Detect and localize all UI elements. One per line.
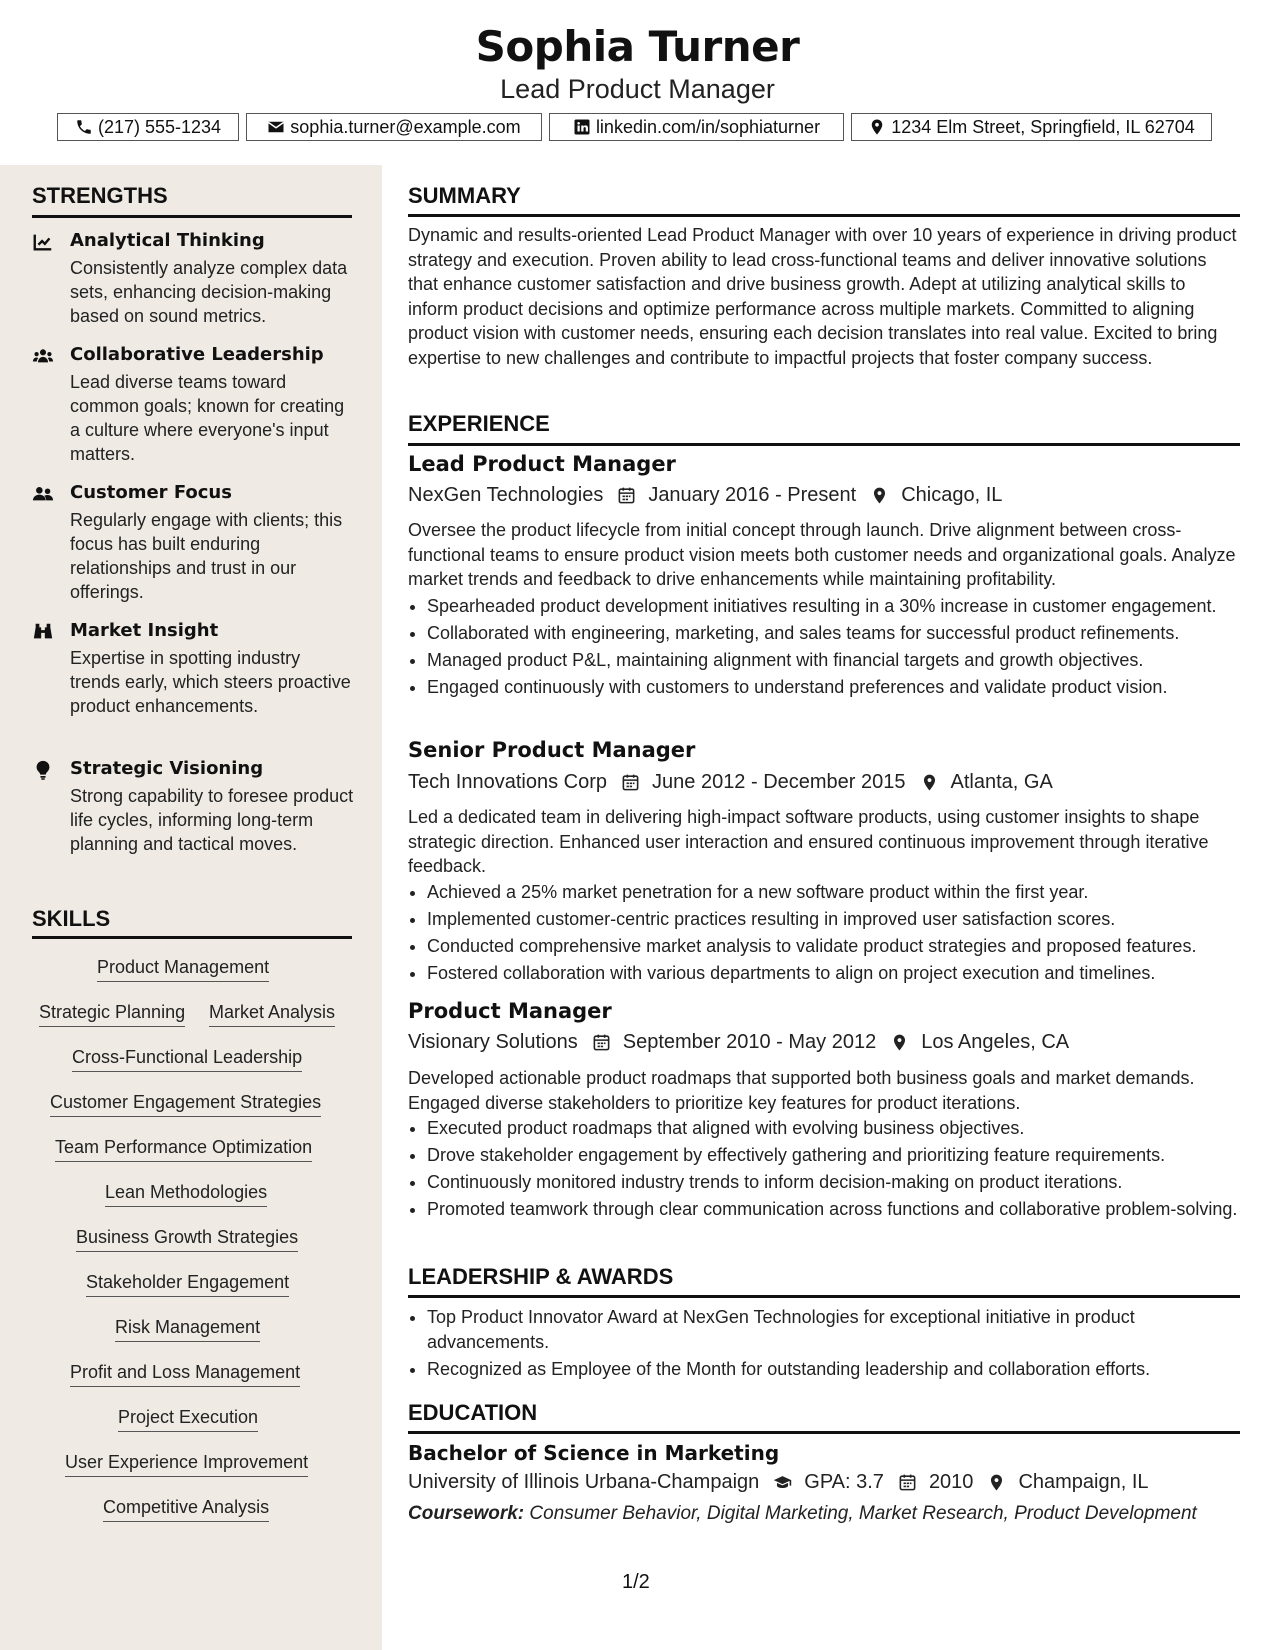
job-title: Product Manager: [408, 999, 612, 1023]
strength-name: Collaborative Leadership: [70, 344, 324, 365]
skill-tag: Team Performance Optimization: [55, 1137, 312, 1162]
strengths-rule: [32, 215, 352, 218]
skill-tag: Risk Management: [115, 1317, 260, 1342]
education-gpa: GPA: 3.7: [804, 1471, 884, 1493]
education-location: Champaign, IL: [1018, 1471, 1149, 1493]
linkedin-text: linkedin.com/in/sophiaturner: [595, 116, 821, 137]
job-location: Chicago, IL: [901, 484, 1003, 506]
bullet-item: • Executed product roadmaps that aligned with evolving business objectives.: [427, 1116, 1259, 1141]
experience-heading: EXPERIENCE: [408, 411, 550, 436]
bullet-item: • Promoted teamwork through clear communication across functions and collaborative problem-solving.: [427, 1197, 1259, 1222]
strength-name: Customer Focus: [70, 482, 232, 503]
skill-tag: Project Execution: [118, 1407, 258, 1432]
coursework-label: Coursework:: [408, 1503, 525, 1524]
awards-heading: LEADERSHIP & AWARDS: [408, 1264, 674, 1289]
envelope-icon: [267, 118, 285, 136]
job-bullets: [408, 1116, 1259, 1224]
skill-tag: Business Growth Strategies: [76, 1227, 298, 1252]
job-title: Senior Product Manager: [408, 738, 696, 762]
email-text: sophia.turner@example.com: [290, 116, 521, 137]
bullet-item: • Collaborated with engineering, marketing, and sales teams for successful product refinements.: [427, 621, 1259, 646]
awards-bullets: [408, 1305, 1259, 1384]
job-bullets: [408, 880, 1259, 988]
skill-tag: Product Management: [97, 957, 269, 982]
strengths-heading: STRENGTHS: [32, 183, 168, 208]
education-school: University of Illinois Urbana-Champaign: [408, 1471, 760, 1493]
page-number: 1/2: [622, 1571, 650, 1593]
education-year: 2010: [928, 1471, 974, 1493]
job-title: Lead Product Manager: [408, 452, 676, 476]
strength-name: Strategic Visioning: [70, 758, 264, 779]
resume-header: [0, 0, 1275, 160]
job-location: Los Angeles, CA: [921, 1031, 1070, 1053]
experience-rule: [408, 443, 1240, 446]
bullet-item: • Fostered collaboration with various departments to align on project execution and timelines.: [427, 961, 1259, 986]
job-company: Visionary Solutions: [408, 1031, 578, 1053]
job-dates: September 2010 - May 2012: [622, 1031, 877, 1053]
summary-rule: [408, 214, 1240, 217]
contact-bar: [0, 113, 1275, 143]
job-description: Oversee the product lifecycle from initial concept through launch. Drive alignment between cross-functional teams to ensure product vision meets both customer needs and organizational goals. Analyze market trends and feedback to drive enhancements while maintaining profitability.: [408, 520, 1236, 589]
bullet-item: • Conducted comprehensive market analysis to validate product strategies and proposed features.: [427, 934, 1259, 959]
bullet-item: • Drove stakeholder engagement by effectively gathering and prioritizing feature requirements.: [427, 1143, 1259, 1168]
coursework-text: Consumer Behavior, Digital Marketing, Market Research, Product Development: [529, 1503, 1197, 1524]
job-description: Led a dedicated team in delivering high-impact software products, using customer insights to shape strategic direction. Enhanced user interaction and ensured continuous improvement through iterative feedback.: [408, 807, 1209, 876]
job-dates: June 2012 - December 2015: [652, 771, 906, 793]
summary-text: Dynamic and results-oriented Lead Product Manager with over 10 years of experience in driving product strategy and execution. Proven ability to lead cross-functional teams and deliver innovative solutions that enhance customer satisfaction and drive business growth. Adept at utilizing analytical skills to inform product decisions and optimize performance across multiple markets. Committed to aligning product vision with customer needs, ensuring each decision translates into real value. Excited to bring expertise to new challenges and contribute to impactful projects that foster company success.: [408, 225, 1237, 368]
candidate-name: Sophia Turner: [475, 22, 800, 71]
job-bullets: [408, 594, 1259, 702]
strength-desc: Consistently analyze complex data sets, enhancing decision-making based on sound metrics.: [70, 258, 348, 326]
education-degree: Bachelor of Science in Marketing: [408, 1441, 780, 1465]
calendar-icon: [621, 773, 640, 792]
map-pin-icon: [920, 773, 939, 792]
users-icon: [32, 345, 54, 367]
linkedin-icon: [573, 118, 591, 136]
education-coursework: [408, 1502, 1240, 1527]
job-location: Atlanta, GA: [950, 771, 1053, 793]
bullet-item: • Recognized as Employee of the Month for outstanding leadership and collaboration efforts.: [427, 1357, 1259, 1382]
job-company: Tech Innovations Corp: [408, 771, 608, 793]
summary-heading: SUMMARY: [408, 183, 521, 208]
skill-tag: Competitive Analysis: [103, 1497, 269, 1522]
bullet-item: • Engaged continuously with customers to understand preferences and validate product vision.: [427, 675, 1259, 700]
map-pin-icon: [890, 1033, 909, 1052]
job-meta: [408, 484, 1002, 507]
strength-desc: Regularly engage with clients; this focus has built enduring relationships and trust in our offerings.: [70, 510, 343, 602]
contact-phone[interactable]: [57, 113, 239, 141]
skill-tag: Strategic Planning: [39, 1002, 185, 1027]
awards-rule: [408, 1295, 1240, 1298]
job-description: Developed actionable product roadmaps that supported both business goals and market demands. Engaged diverse stakeholders to prioritize key features for product iterations.: [408, 1068, 1195, 1113]
skill-tag: Stakeholder Engagement: [86, 1272, 289, 1297]
strength-desc: Lead diverse teams toward common goals; known for creating a culture where everyone's input matters.: [70, 372, 345, 464]
binoculars-icon: [32, 621, 54, 643]
skills-rule: [32, 936, 352, 939]
map-pin-icon: [987, 1473, 1006, 1492]
job-dates: January 2016 - Present: [648, 484, 857, 506]
address-text: 1234 Elm Street, Springfield, IL 62704: [891, 116, 1195, 137]
candidate-title: Lead Product Manager: [500, 74, 775, 104]
skill-tag: Customer Engagement Strategies: [50, 1092, 321, 1117]
job-meta: [408, 771, 1053, 794]
chart-line-icon: [32, 231, 54, 253]
bullet-item: • Managed product P&L, maintaining alignment with financial targets and growth objectives.: [427, 648, 1259, 673]
education-meta: [408, 1471, 1149, 1494]
skill-tag: Lean Methodologies: [105, 1182, 267, 1207]
skill-tag: Cross-Functional Leadership: [72, 1047, 302, 1072]
education-heading: EDUCATION: [408, 1400, 538, 1425]
bullet-item: • Implemented customer-centric practices resulting in improved user satisfaction scores.: [427, 907, 1259, 932]
job-meta: [408, 1031, 1069, 1054]
contact-linkedin[interactable]: [549, 113, 844, 141]
bullet-item: • Spearheaded product development initiatives resulting in a 30% increase in customer engagement.: [427, 594, 1259, 619]
calendar-icon: [898, 1473, 917, 1492]
map-pin-icon: [870, 486, 889, 505]
skill-tag: Market Analysis: [209, 1002, 335, 1027]
strength-name: Analytical Thinking: [70, 230, 265, 251]
phone-text: (217) 555-1234: [97, 116, 222, 137]
education-rule: [408, 1431, 1240, 1434]
lightbulb-icon: [32, 759, 54, 781]
job-company: NexGen Technologies: [408, 484, 604, 506]
skills-heading: SKILLS: [32, 906, 111, 931]
graduation-cap-icon: [773, 1473, 792, 1492]
contact-address: [851, 113, 1212, 141]
calendar-icon: [592, 1033, 611, 1052]
calendar-icon: [617, 486, 636, 505]
bullet-item: • Continuously monitored industry trends to inform decision-making on product iterations.: [427, 1170, 1259, 1195]
skill-tag: Profit and Loss Management: [70, 1362, 300, 1387]
contact-email[interactable]: [246, 113, 542, 141]
map-pin-icon: [868, 118, 886, 136]
user-group-icon: [32, 483, 54, 505]
strength-name: Market Insight: [70, 620, 219, 641]
bullet-item: • Top Product Innovator Award at NexGen Technologies for exceptional initiative in product advancements.: [427, 1305, 1259, 1354]
bullet-item: • Achieved a 25% market penetration for a new software product within the first year.: [427, 880, 1259, 905]
strength-desc: Expertise in spotting industry trends early, which steers proactive product enhancements.: [70, 648, 351, 716]
skill-tag: User Experience Improvement: [65, 1452, 308, 1477]
strength-desc: Strong capability to foresee product life cycles, informing long-term planning and tactical moves.: [70, 786, 354, 854]
phone-icon: [75, 118, 93, 136]
